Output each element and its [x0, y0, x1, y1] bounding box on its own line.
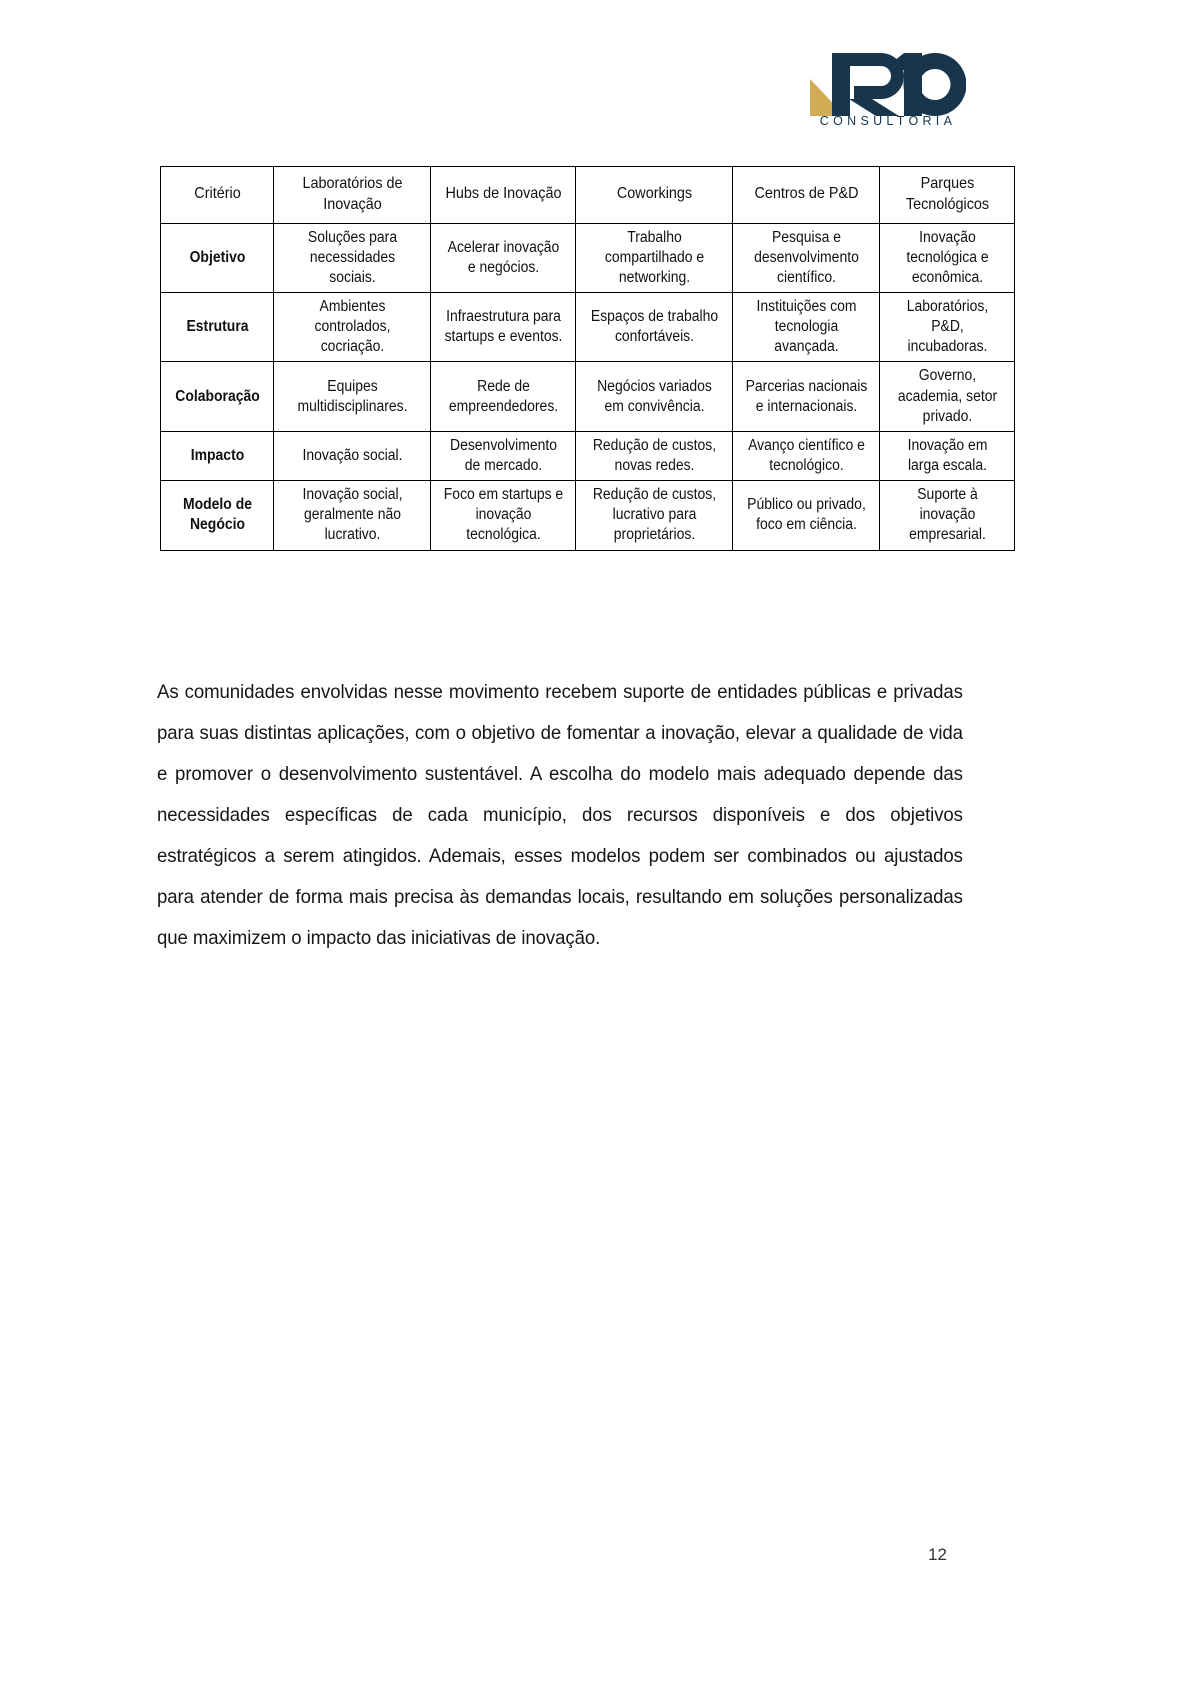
cell-estrutura-hubs: Infraestrutura para startups e eventos. — [438, 293, 569, 362]
cell-colaboracao-centros: Parcerias nacionais e internacionais. — [740, 362, 872, 431]
cell-modelo-centros: Público ou privado, foco em ciência. — [740, 481, 872, 550]
body-paragraph-container — [157, 672, 963, 959]
comparison-table-container — [160, 166, 997, 551]
cell-objetivo-laboratorios: Soluções para necessidades sociais. — [281, 223, 422, 292]
table-row — [161, 293, 1015, 362]
body-paragraph: As comunidades envolvidas nesse movimento recebem suporte de entidades públicas e privadas para suas distintas aplicações, com o objetivo de fomentar a inovação, elevar a qualidade de vida e promover o desenvolvimento sustentável. A escolha do modelo mais adequado depende das necessidades específicas de cada município, dos recursos disponíveis e dos objetivos estratégicos a serem atingidos. Ademais, esses modelos podem ser combinados ou ajustados para atender de forma mais precisa às demandas locais, resultando em soluções personalizadas que maximizem o impacto das iniciativas de inovação. — [157, 681, 963, 949]
cell-estrutura-centros: Instituições com tecnologia avançada. — [740, 293, 872, 362]
table-header-row — [161, 167, 1015, 224]
cell-impacto-laboratorios: Inovação social. — [281, 431, 422, 480]
column-header-coworkings: Coworkings — [583, 167, 724, 224]
row-label-impacto: Impacto — [166, 431, 268, 480]
cell-modelo-laboratorios: Inovação social, geralmente não lucrativo. — [281, 481, 422, 550]
row-label-modelo-negocio: Modelo de Negócio — [166, 481, 268, 550]
innovation-models-table — [160, 166, 1015, 551]
cell-estrutura-coworkings: Espaços de trabalho confortáveis. — [583, 293, 724, 362]
cell-colaboracao-coworkings: Negócios variados em convivência. — [583, 362, 724, 431]
column-header-criterio: Critério — [166, 167, 268, 224]
cell-estrutura-parques: Laboratórios, P&D, incubadoras. — [886, 293, 1008, 362]
cell-colaboracao-hubs: Rede de empreendedores. — [438, 362, 569, 431]
table-row — [161, 362, 1015, 431]
row-label-objetivo: Objetivo — [166, 223, 268, 292]
cell-objetivo-parques: Inovação tecnológica e econômica. — [886, 223, 1008, 292]
cell-objetivo-coworkings: Trabalho compartilhado e networking. — [583, 223, 724, 292]
r10-logo-icon — [806, 48, 966, 116]
cell-impacto-hubs: Desenvolvimento de mercado. — [438, 431, 569, 480]
cell-modelo-coworkings: Redução de custos, lucrativo para proprietários. — [583, 481, 724, 550]
logo-subtitle: CONSULTORIA — [819, 114, 957, 128]
table-row — [161, 431, 1015, 480]
page-number: 12 — [928, 1545, 947, 1564]
cell-objetivo-hubs: Acelerar inovação e negócios. — [438, 223, 569, 292]
cell-impacto-parques: Inovação em larga escala. — [886, 431, 1008, 480]
cell-modelo-hubs: Foco em startups e inovação tecnológica. — [438, 481, 569, 550]
cell-colaboracao-parques: Governo, academia, setor privado. — [886, 362, 1008, 431]
column-header-centros-pd: Centros de P&D — [740, 167, 872, 224]
cell-impacto-coworkings: Redução de custos, novas redes. — [583, 431, 724, 480]
row-label-colaboracao: Colaboração — [166, 362, 268, 431]
table-row — [161, 481, 1015, 550]
cell-modelo-parques: Suporte à inovação empresarial. — [886, 481, 1008, 550]
table-row — [161, 223, 1015, 292]
column-header-parques: Parques Tecnológicos — [886, 167, 1008, 224]
row-label-estrutura: Estrutura — [166, 293, 268, 362]
cell-objetivo-centros: Pesquisa e desenvolvimento científico. — [740, 223, 872, 292]
cell-estrutura-laboratorios: Ambientes controlados, cocriação. — [281, 293, 422, 362]
company-logo — [806, 48, 966, 140]
column-header-hubs: Hubs de Inovação — [438, 167, 569, 224]
cell-impacto-centros: Avanço científico e tecnológico. — [740, 431, 872, 480]
cell-colaboracao-laboratorios: Equipes multidisciplinares. — [281, 362, 422, 431]
column-header-laboratorios: Laboratórios de Inovação — [281, 167, 422, 224]
